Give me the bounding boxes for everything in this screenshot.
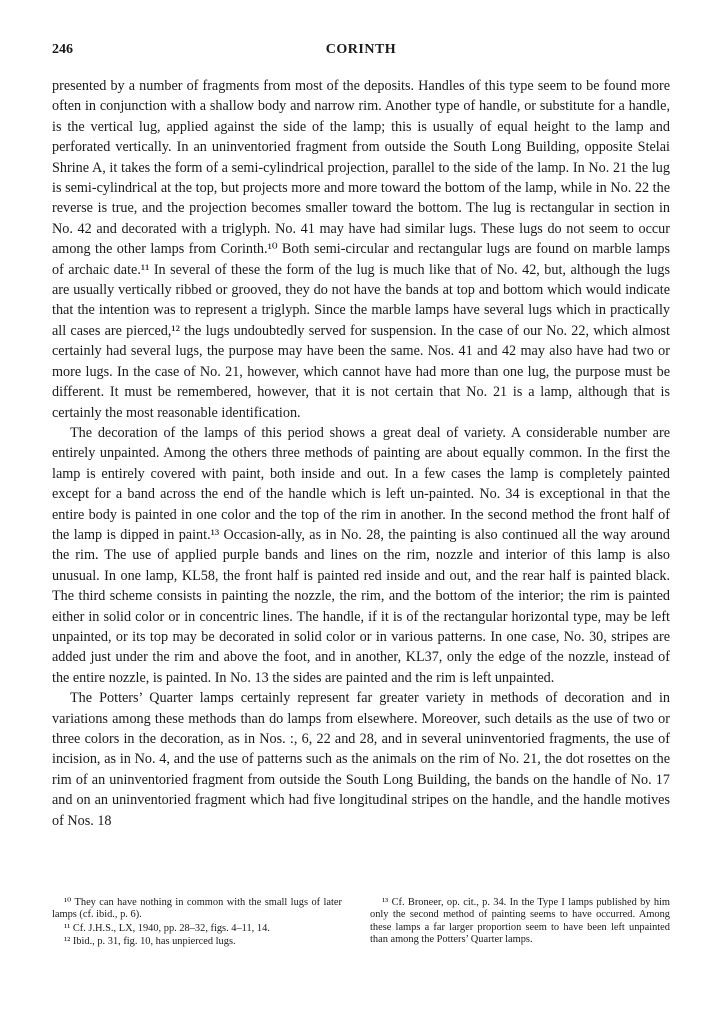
body-text <box>52 76 670 831</box>
paragraph: The Potters’ Quarter lamps certainly represent far greater variety in methods of decoration and in variations among these methods than do lamps from elsewhere. Moreover, such details as the use of two or three colors in the decoration, as in Nos. :, 6, 22 and 28, and in several uninventoried fragments, the use of incision, as in No. 4, and the use of patterns such as the animals on the rim of No. 21, the dot rosettes on the rim of an uninventoried fragment from outside the South Long Building, the bands on the handle of No. 17 and on an uninventoried fragment which had five longitudinal stripes on the handle, and the handle motives of Nos. 18 <box>52 690 670 829</box>
paragraph: presented by a number of fragments from most of the deposits. Handles of this type seem to be found more often in conjunction with a shallow body and narrow rim. Another type of handle, or substitute for a handle, is the vertical lug, applied against the side of the lamp; this is usually of equal height to the lamp and perforated vertically. In an uninventoried fragment from outside the South Long Building, opposite Stelai Shrine A, it takes the form of a semi-cylindrical projection, parallel to the side of the lamp. In No. 21 the lug is semi-cylindrical at the top, but projects more and more toward the bottom of the lamp, while in No. 22 the reverse is true, and the projection becomes smaller toward the bottom. The lug is rectangular in section in No. 42 and decorated with a triglyph. No. 41 may have had similar lugs. These lugs do not seem to occur among the other lamps from Corinth.¹⁰ Both semi-circular and rectangular lugs are found on marble lamps of archaic date.¹¹ In several of these the form of the lug is much like that of No. 42, but, although the lugs are usually vertically ribbed or grooved, they do not have the bands at top and bottom which would indicate that the intention was to represent a triglyph. Since the marble lamps have several lugs which in practically all cases are pierced,¹² the lugs undoubtedly served for suspension. In the case of our No. 22, which almost certainly had several lugs, the purpose may have been the same. Nos. 41 and 42 may also have had two or more lugs. In the case of No. 21, however, which cannot have had more than one lug, the purpose must be different. It must be remembered, however, that it is not certain that No. 21 is a lamp, although that is certainly the most reasonable identification. <box>52 78 670 421</box>
footnote: ¹¹ Cf. J.H.S., LX, 1940, pp. 28–32, figs. 4–11, 14. <box>64 922 270 934</box>
page-header <box>52 42 670 62</box>
footnote: ¹⁰ They can have nothing in common with the small lugs of later lamps (cf. ibid., p. 6). <box>52 897 342 921</box>
footnotes-right-column <box>370 897 670 948</box>
paragraph: The decoration of the lamps of this period shows a great deal of variety. A considerable number are entirely unpainted. Among the others three methods of painting are about equally common. In the first the lamp is entirely covered with paint, both inside and out. In a few cases the lamp is completely painted except for a band across the end of the handle which is left un-painted. No. 34 is exceptional in that the entire body is painted in one color and the top of the rim in another. In the second method the front half of the lamp is dipped in paint.¹³ Occasion-ally, as in No. 28, the painting is also continued all the way around the rim. The use of applied purple bands and lines on the rim, nozzle and interior of this lamp is also unusual. In one lamp, KL58, the front half is painted red inside and out, and the rear half is painted black. The third scheme consists in painting the nozzle, the rim, and the bottom of the interior; the rim is painted either in solid color or in concentric lines. The handle, if it is of the rectangular horizontal type, may be left unpainted, or its top may be decorated in solid color or in various patterns. In one case, No. 30, stripes are added just under the rim and above the foot, and in another, KL37, only the edge of the nozzle, instead of the entire nozzle, is painted. In No. 13 the sides are painted and the rim is left unpainted. <box>52 424 670 686</box>
footnote: ¹² Ibid., p. 31, fig. 10, has unpierced lugs. <box>64 936 236 948</box>
page-number: 246 <box>52 42 73 57</box>
footnote: ¹³ Cf. Broneer, op. cit., p. 34. In the Type I lamps published by him only the second method of painting seems to have occurred. Among these lamps a far larger proportion seem to have been left unpainted than among the Potters’ Quarter lamps. <box>370 897 670 946</box>
footnotes-left-column <box>52 897 342 950</box>
running-title: CORINTH <box>325 42 397 57</box>
